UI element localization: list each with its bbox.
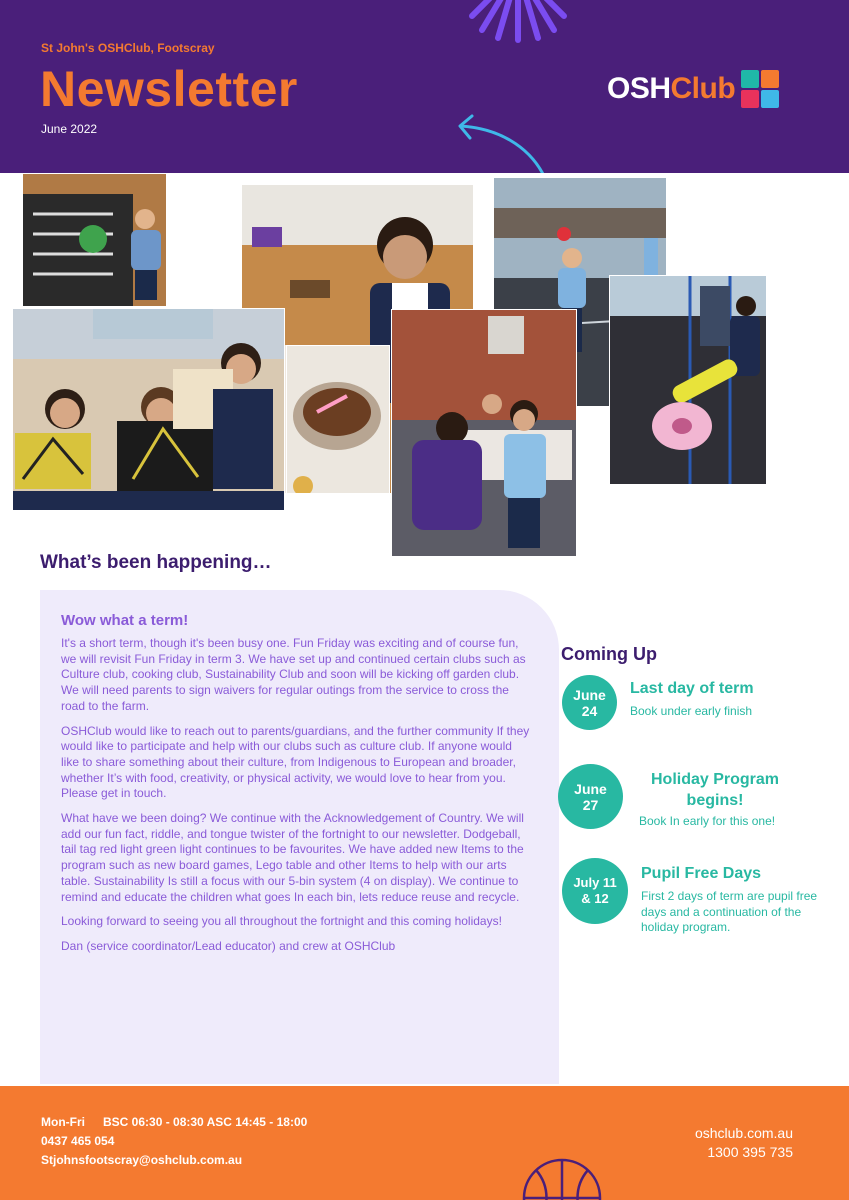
event-date-month: June — [573, 686, 606, 703]
service-name: St John's OSHClub, Footscray — [41, 41, 215, 55]
event-desc: Book under early finish — [630, 704, 753, 718]
sunburst-graphic — [468, 0, 568, 50]
photo-boy-playing-mat — [22, 173, 167, 307]
footer-website[interactable]: oshclub.com.au — [694, 1125, 793, 1141]
newsletter-date: June 2022 — [41, 122, 98, 136]
event-date-month: July 11 — [573, 875, 617, 890]
panel-paragraph: Looking forward to seeing you all throughout the fortnight and this coming holidays! — [61, 914, 502, 929]
coming-up-title: Coming Up — [561, 644, 657, 664]
event-desc: First 2 days of term are pupil free days and a continuation of the holiday program. — [641, 889, 818, 934]
photo-cooking-bowl — [286, 345, 390, 494]
panel-paragraph: OSHClub would like to reach out to parents/guardians, and the further community If they would like to participate and help with our clubs such as culture club. If anyone would like to share something about their culture, from Indigenous to European and broader, whether It’s with food, creativity, or physical activity, we would love to hear from you. Please get in touch. — [61, 723, 530, 801]
logo-osh-text: OSH — [607, 72, 671, 105]
footer-web — [695, 1124, 793, 1162]
event-title: Holiday Program begins! — [650, 771, 780, 809]
footer — [0, 1086, 849, 1200]
footer-phone: 0437 465 054 — [41, 1134, 115, 1148]
panel-signature: Dan (service coordinator/Lead educator) and crew at OSHClub — [61, 938, 396, 953]
event-date-month: June — [574, 780, 607, 797]
event-date-day: 27 — [582, 796, 599, 813]
logo-club-text: Club — [670, 72, 736, 105]
event-desc: Book In early for this one! — [639, 814, 776, 828]
photo-girls-holding-artwork — [12, 308, 285, 511]
event-date-badge — [562, 675, 617, 730]
footer-email[interactable]: Stjohnsfootscray@oshclub.com.au — [41, 1153, 243, 1167]
panel-title: Wow what a term! — [61, 612, 189, 629]
term-update-panel — [40, 590, 559, 1084]
footer-contact — [41, 1113, 307, 1170]
oshclub-logo — [607, 70, 779, 108]
header-banner — [0, 0, 849, 173]
event-title: Last day of term — [630, 680, 754, 697]
footer-hours-value: BSC 06:30 - 08:30 ASC 14:45 - 18:00 — [103, 1115, 308, 1129]
event-date-day: & 12 — [581, 891, 609, 906]
panel-paragraph: It's a short term, though it's been busy one. Fun Friday was exciting and of course fun, we will revisit Fun Friday in term 3. We have set up and continued certain clubs such as Culture club, cooking club, Sustainability Club and soon will be kicking off garden club. We will need parents to sign waivers for regular outings from the service to cross the road to the farm. — [61, 636, 526, 713]
event-date-badge — [562, 858, 628, 924]
curved-arrow-icon — [448, 106, 548, 173]
event-title: Pupil Free Days — [641, 865, 762, 882]
photo-piñata-bat-game — [609, 275, 767, 485]
panel-paragraph: What have we been doing? We continue with the Acknowledgement of Country. We will add our fun fact, riddle, and tongue twister of the fortnight to our newsletter. Dodgeball, tail tag red light green light continues to be favourites. We have added new Items to the program such as new board games, Lego table and other Items to help with our arts table. Sustainability Is still a focus with our 5-bin system (4 on display). We continue to remind and educate the children what goes In each bin, lets reduce reuse and recycle. — [61, 811, 524, 904]
section-heading: What’s been happening… — [40, 552, 272, 573]
footer-hotline: 1300 395 735 — [707, 1144, 793, 1160]
event-date-day: 24 — [581, 702, 598, 719]
logo-tiles-icon — [741, 70, 779, 108]
basketball-graphic — [520, 1156, 604, 1200]
photo-educator-painting-nails — [391, 309, 577, 557]
event-date-badge — [558, 764, 623, 829]
footer-hours-label: Mon-Fri — [41, 1115, 85, 1129]
footer-hours — [41, 1113, 307, 1132]
newsletter-title: Newsletter — [40, 61, 298, 117]
panel-body — [61, 636, 531, 964]
